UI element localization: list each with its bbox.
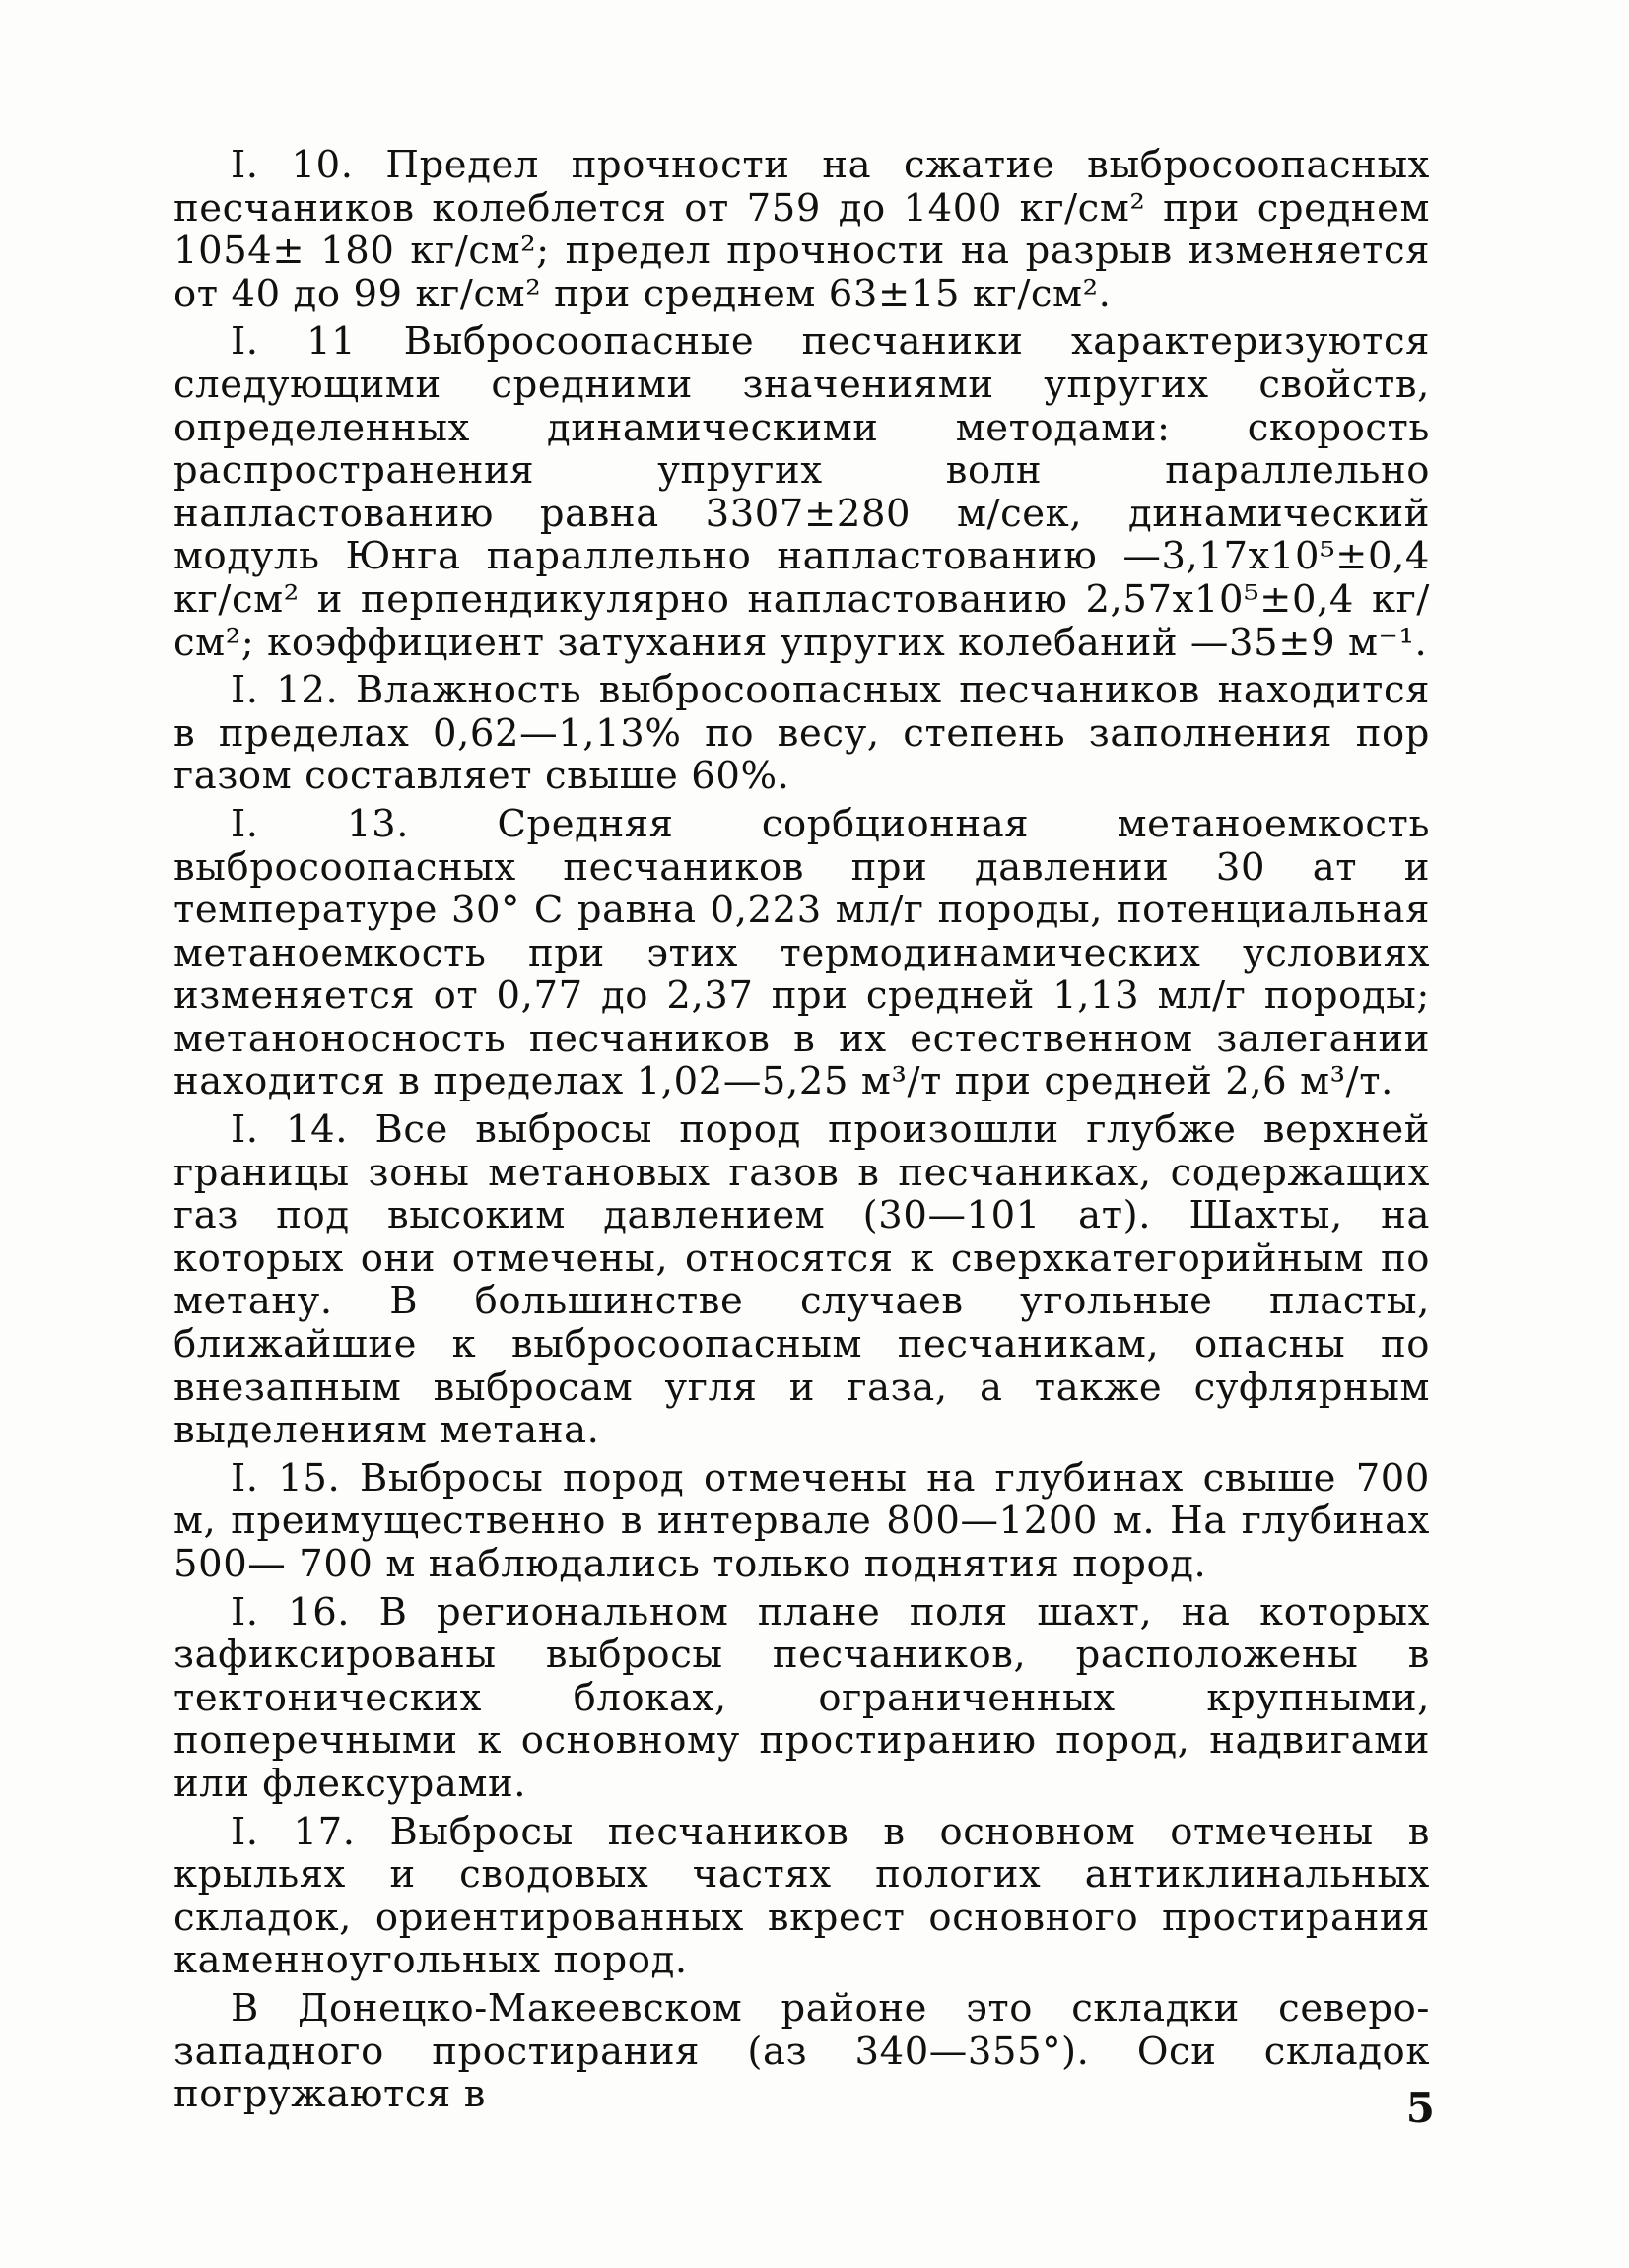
paragraph-1-13: I. 13. Средняя сорбционная метаноемкость выбросоопасных песчаников при давлении 30 ат и температуре 30° С равна 0,223 мл/г породы, потенциальная метаноемкость при этих термодинамических условиях изменяется от 0,77 до 2,37 при средней 1,13 мл/г породы; метаноносность песчаников в их естественном залегании находится в пределах 1,02—5,25 м³/т при средней 2,6 м³/т. <box>173 801 1430 1104</box>
paragraph-1-17: I. 17. Выбросы песчаников в основном отмечены в крыльях и сводовых частях пологих антиклинальных складок, ориентированных вкрест основного простирания каменноугольных пород. <box>173 1809 1430 1983</box>
paragraph-1-12: I. 12. Влажность выбросоопасных песчаников находится в пределах 0,62—1,13% по весу, степень заполнения пор газом составляет свыше 60%. <box>173 668 1430 799</box>
paragraph-1-11: I. 11 Выбросоопасные песчаники характеризуются следующими средними значениями упругих свойств, определенных динамическими методами: скорость распространения упругих волн параллельно напластованию равна 3307±280 м/сек, динамический модуль Юнга параллельно напластованию —3,17x10⁵±0,4 кг/см² и перпендикулярно напластованию 2,57x10⁵±0,4 кг/см²; коэффициент затухания упругих колебаний —35±9 м⁻¹. <box>173 319 1430 665</box>
paragraph-1-10: I. 10. Предел прочности на сжатие выбросоопасных песчаников колеблется от 759 до 1400 кг/см² при среднем 1054± 180 кг/см²; предел прочности на разрыв изменяется от 40 до 99 кг/см² при среднем 63±15 кг/см². <box>173 143 1430 316</box>
paragraph-1-14: I. 14. Все выбросы пород произошли глубже верхней границы зоны метановых газов в песчаниках, содержащих газ под высоким давлением (30—101 ат). Шахты, на которых они отмечены, относятся к сверхкатегорийным по метану. В большинстве случаев угольные пласты, ближайшие к выбросоопасным песчаникам, опасны по внезапным выбросам угля и газа, а также суфлярным выделениям метана. <box>173 1107 1430 1453</box>
paragraph-1-15: I. 15. Выбросы пород отмечены на глубинах свыше 700 м, преимущественно в интервале 800—1200 м. На глубинах 500— 700 м наблюдались только поднятия пород. <box>173 1455 1430 1586</box>
paragraph-donetsk-makeevka: В Донецко-Макеевском районе это складки северо-западного простирания (аз 340—355°). Оси складок погружаются в <box>173 1985 1430 2117</box>
body-text <box>173 144 1430 2121</box>
page-number: 5 <box>1405 2084 1435 2132</box>
paragraph-1-16: I. 16. В региональном плане поля шахт, на которых зафиксированы выбросы песчаников, расположены в тектонических блоках, ограниченных крупными, поперечными к основному простиранию пород, надвигами или флексурами. <box>173 1589 1430 1806</box>
